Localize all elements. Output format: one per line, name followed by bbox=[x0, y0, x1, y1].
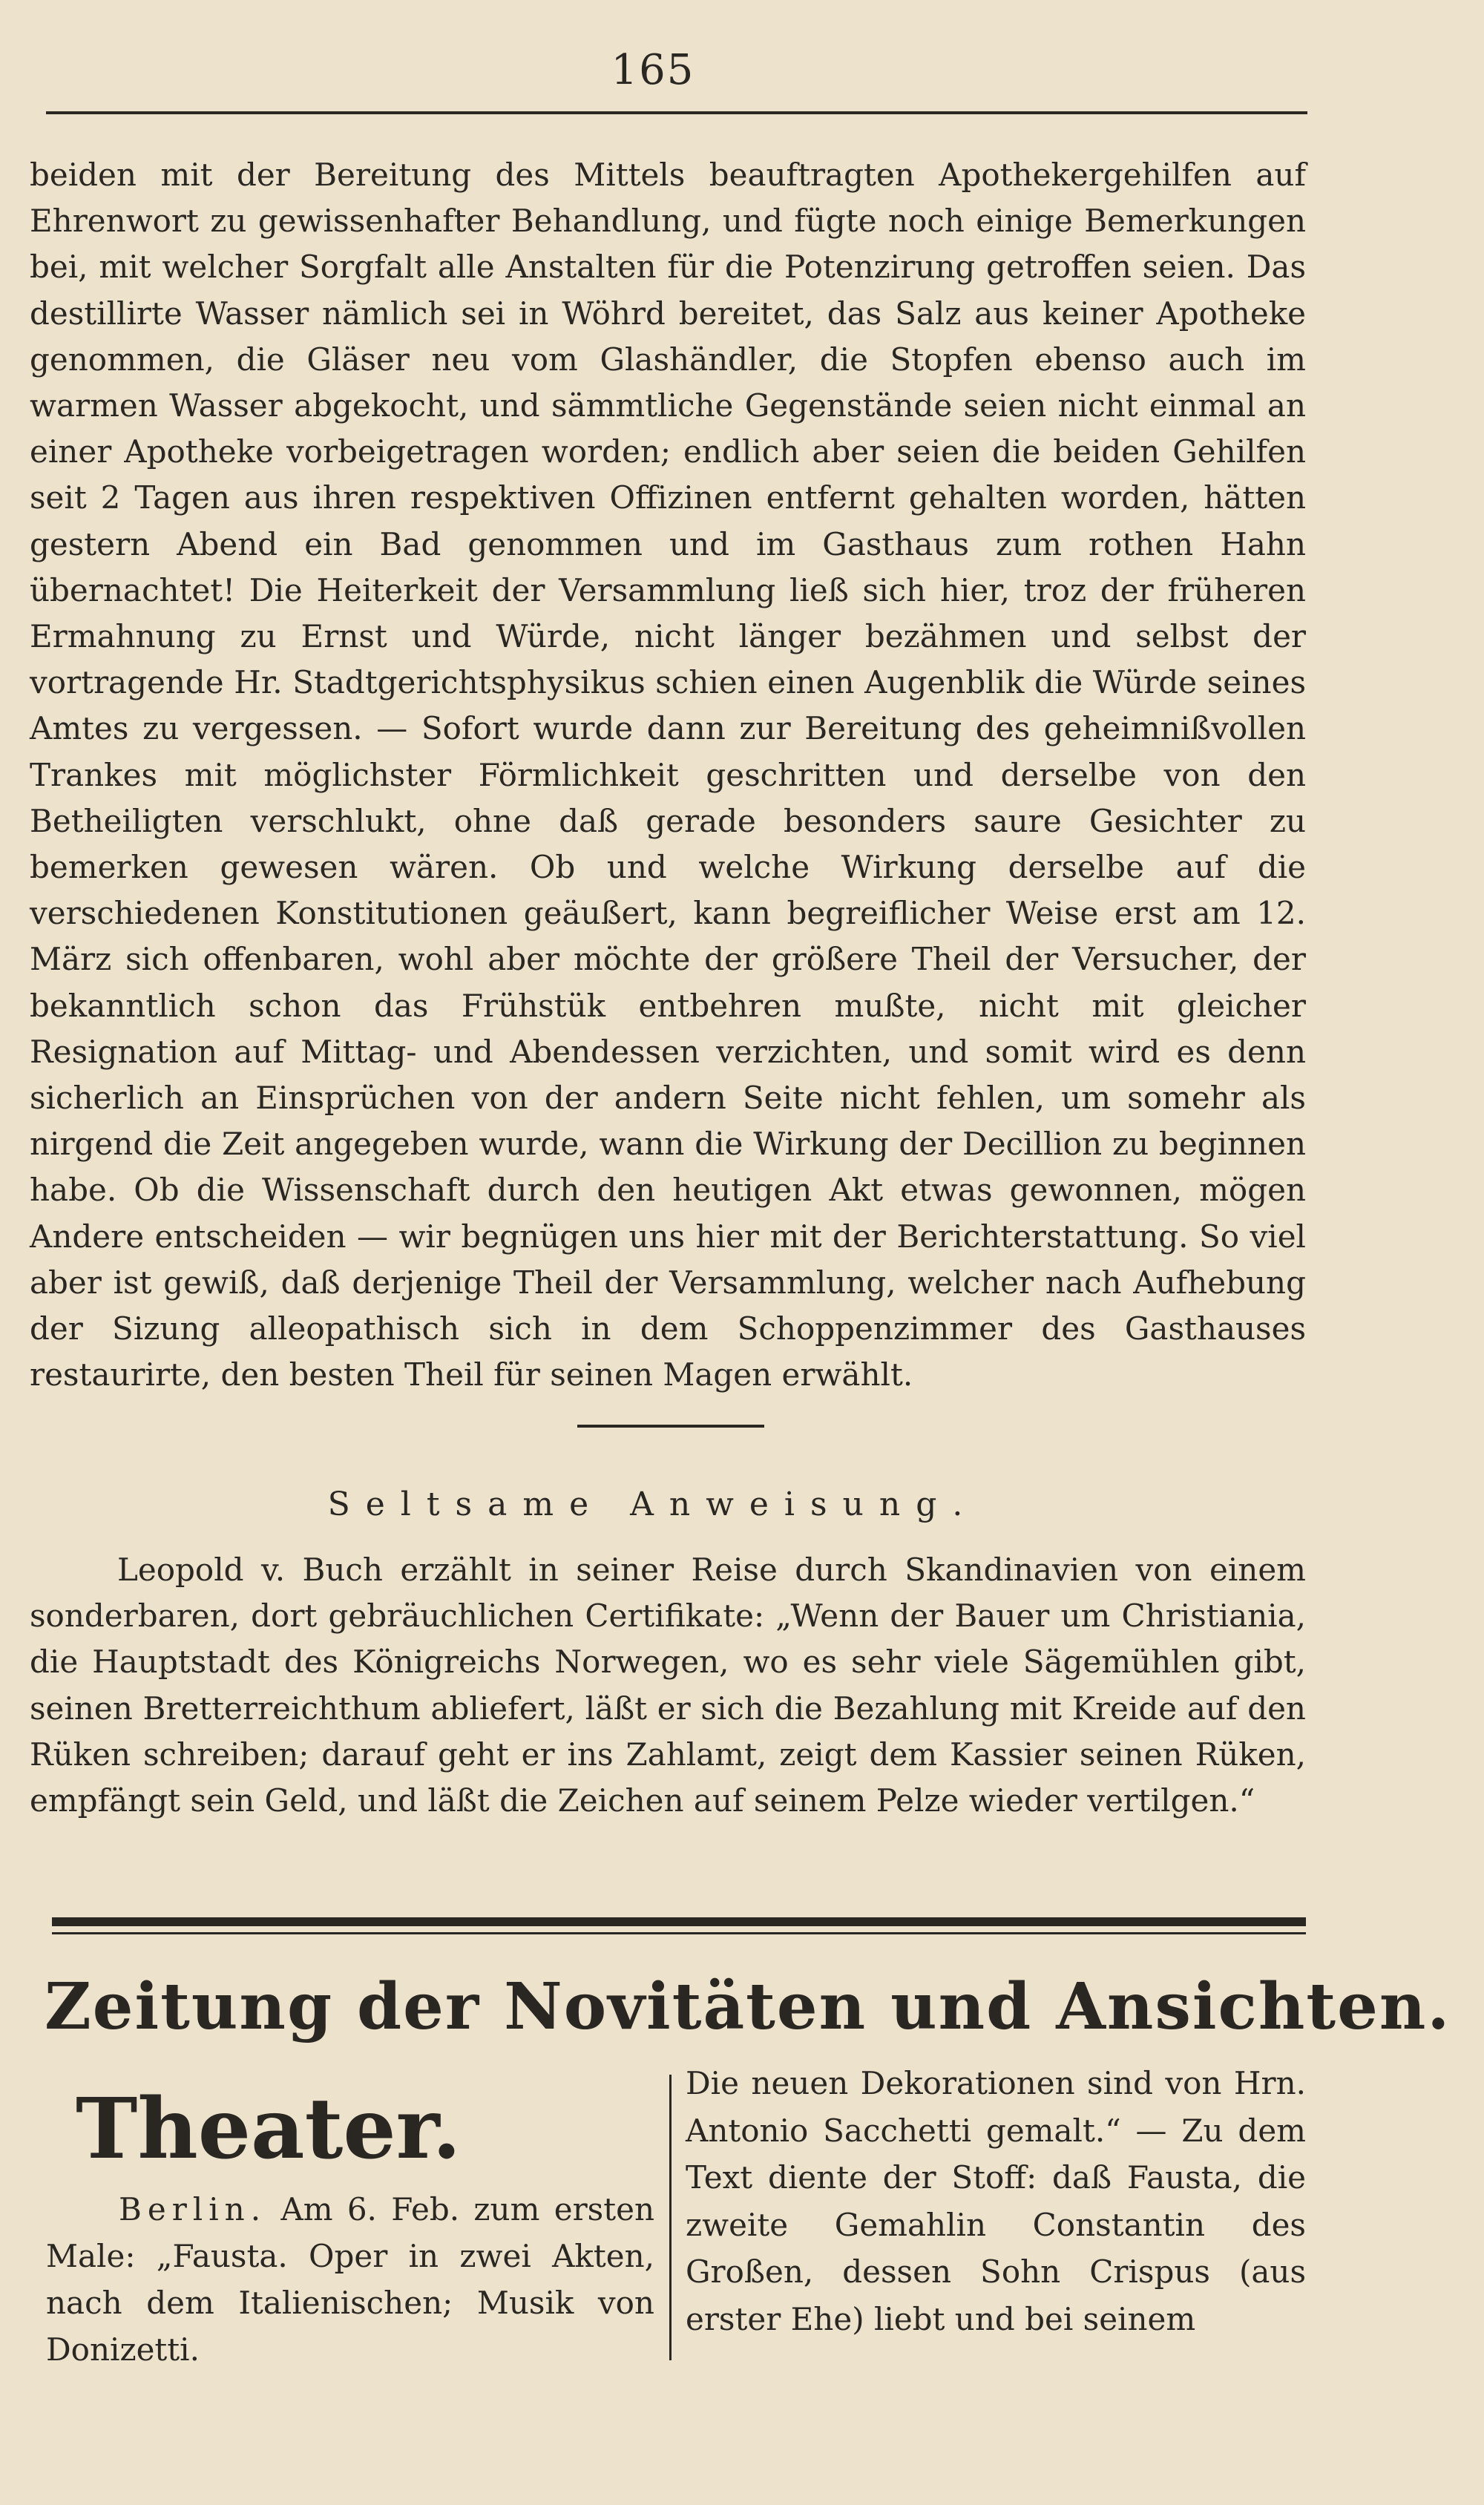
theater-left-paragraph: Am 6. Feb. zum ersten Male: „Fausta. Oper in zwei Akten, nach dem Italienischen; Musik von Donizetti. bbox=[46, 2191, 655, 2368]
anecdote-paragraph: Leopold v. Buch erzählt in seiner Reise durch Skandinavien von einem sonderbaren, dort gebräuchlichen Certifikate: „Wenn der Bauer um Christiania, die Hauptstadt des Königreichs Norwegen, wo es sehr viele Sägemühlen gibt, seinen Bretterreichthum abliefert, läßt er sich die Bezahlung mit Kreide auf den Rüken schreiben; darauf geht er ins Zahlamt, zeigt dem Kassier seinen Rüken, empfängt sein Geld, und läßt die Zeichen auf seinem Pelze wieder vertilgen.“ bbox=[30, 1552, 1306, 1819]
section-divider bbox=[577, 1425, 764, 1428]
right-column bbox=[686, 2060, 1306, 2343]
header-rule bbox=[46, 111, 1307, 114]
theater-title: Theater. bbox=[76, 2081, 462, 2178]
page-number: 165 bbox=[611, 46, 695, 94]
left-column bbox=[46, 2078, 654, 2373]
column-divider bbox=[669, 2075, 672, 2360]
report-paragraph: beiden mit der Bereitung des Mittels beauftragten Apothekergehilfen auf Ehrenwort zu gewissenhafter Behandlung, und fügte noch einige Bemerkungen bei, mit welcher Sorgfalt alle Anstalten für die Potenzirung getroffen seien. Das destillirte Wasser nämlich sei in Wöhrd bereitet, das Salz aus keiner Apotheke genommen, die Gläser neu vom Glashändler, die Stopfen ebenso auch im warmen Wasser abgekocht, und sämmtliche Gegenstände seien nicht einmal an einer Apotheke vorbeigetragen worden; endlich aber seien die beiden Gehilfen seit 2 Tagen aus ihren respektiven Offizinen entfernt gehalten worden, hätten gestern Abend ein Bad genommen und im Gasthaus zum rothen Hahn übernachtet! Die Heiterkeit der Versammlung ließ sich hier, troz der früheren Ermahnung zu Ernst und Würde, nicht länger bezähmen und selbst der vortragende Hr. Stadtgerichtsphysikus schien einen Augenblik die Würde seines Amtes zu vergessen. — Sofort wurde dann zur Bereitung des geheimnißvollen Trankes mit möglichster Förmlichkeit geschritten und derselbe von den Betheiligten verschlukt, ohne daß gerade besonders saure Gesichter zu bemerken gewesen wären. Ob und welche Wirkung derselbe auf die verschiedenen Konstitutionen geäußert, kann begreiflicher Weise erst am 12. März sich offenbaren, wohl aber möchte der größere Theil der Versucher, der bekanntlich schon das Frühstük entbehren mußte, nicht mit gleicher Resignation auf Mittag- und Abendessen verzichten, und somit wird es denn sicherlich an Einsprüchen von der andern Seite nicht fehlen, um somehr als nirgend die Zeit angegeben wurde, wann die Wirkung der Decillion zu beginnen habe. Ob die Wissenschaft durch den heutigen Akt etwas gewonnen, mögen Andere entscheiden — wir begnügen uns hier mit der Berichterstattung. So viel aber ist gewiß, daß derjenige Theil der Versammlung, welcher nach Aufhebung der Sizung alleopathisch sich in dem Schoppenzimmer des Gasthauses restaurirte, den besten Theil für seinen Magen erwählt. bbox=[30, 157, 1306, 1393]
masthead-title: Zeitung der Novitäten und Ansichten. bbox=[45, 1969, 1451, 2044]
anecdote-text bbox=[30, 1547, 1306, 1824]
theater-left-text bbox=[46, 2186, 654, 2373]
place-name: Berlin. bbox=[119, 2191, 267, 2227]
anecdote-heading: Seltsame Anweisung. bbox=[327, 1485, 979, 1523]
report-text bbox=[30, 152, 1306, 1398]
double-rule-divider bbox=[52, 1911, 1306, 1941]
theater-right-paragraph: Die neuen Dekorationen sind von Hrn. Antonio Sacchetti gemalt.“ — Zu dem Text diente der Stoff: daß Fausta, die zweite Gemahlin Constantin des Großen, dessen Sohn Crispus (aus erster Ehe) liebt und bei seinem bbox=[686, 2065, 1306, 2337]
